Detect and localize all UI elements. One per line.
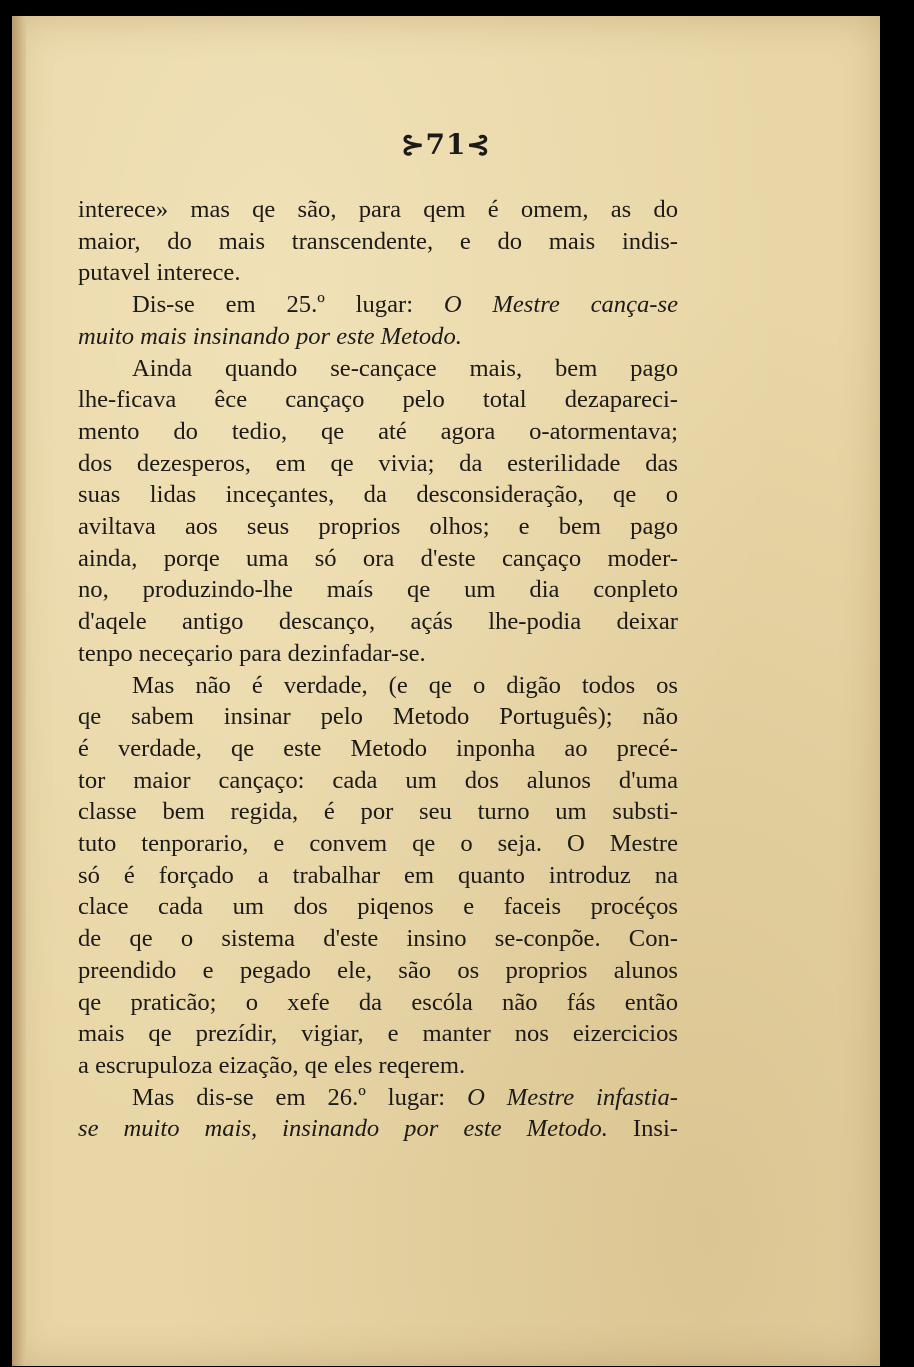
text-line: muito mais insinando por este Metodo. — [78, 322, 462, 350]
book-page — [12, 16, 880, 1366]
text-line: ainda, porqe uma só ora d'este cançaço moder- — [78, 544, 678, 572]
text-line: dos dezesperos, em qe vivia; da esterilidade das — [78, 449, 678, 477]
text-line: de qe o sistema d'este insino se-conpõe. Con- — [78, 925, 678, 953]
text-line: clace cada um dos piqenos e faceis procéços — [78, 893, 678, 921]
text-line — [78, 289, 678, 321]
text-line — [78, 1113, 678, 1145]
italic-quote: O Mestre cança-se — [443, 291, 678, 319]
text-line: Ainda quando se-cançace mais, bem pago — [132, 354, 678, 382]
text-line: suas lidas inceçantes, da desconsideração, qe o — [78, 481, 678, 509]
text-line: mais qe prezídir, vigiar, e manter nos eizercicios — [78, 1020, 678, 1048]
text-line: no, produzindo-lhe maís qe um dia conpleto — [78, 576, 678, 604]
text-run: Insi- — [632, 1115, 678, 1143]
text-line: é verdade, qe este Metodo inponha ao precé- — [78, 734, 678, 762]
text-run: Dis-se em 25.º lugar: — [132, 291, 414, 319]
text-line: qe praticão; o xefe da escóla não fás então — [78, 988, 678, 1016]
text-line: classe bem regida, é por seu turno um substi- — [78, 798, 678, 826]
text-line: mento do tedio, qe até agora o-atormentava; — [78, 417, 678, 445]
text-line: d'aqele antigo descanço, açás lhe-podia deixar — [78, 608, 678, 636]
italic-quote: O Mestre infastia- — [467, 1083, 679, 1111]
text-line: tenpo neceçario para dezinfadar-se. — [78, 639, 426, 667]
text-line: só é forçado a trabalhar em quanto introduz na — [78, 861, 678, 889]
italic-quote: se muito mais, insinando por este Metodo. — [78, 1115, 608, 1143]
text-line: tor maior cançaço: cada um dos alunos d'uma — [78, 766, 678, 794]
page-number-ornament-left: ⊱ — [401, 128, 426, 161]
text-line — [78, 1082, 678, 1114]
page-header — [12, 128, 880, 161]
text-line: tuto tenporario, e convem qe o seja. O Mestre — [78, 830, 678, 858]
text-line: maior, do mais transcendente, e do mais indis- — [78, 227, 678, 255]
page-gutter — [12, 16, 26, 1366]
body-text — [78, 194, 678, 1145]
text-line: Mas não é verdade, (e qe o digão todos os — [132, 671, 678, 699]
text-line: qe sabem insinar pelo Metodo Português); não — [78, 703, 678, 731]
text-line: aviltava aos seus proprios olhos; e bem pago — [78, 513, 678, 541]
page-number: 71 — [425, 128, 467, 161]
text-line: interece» mas qe são, para qem é omem, as do — [78, 196, 678, 223]
text-line: preendido e pegado ele, são os proprios alunos — [78, 956, 678, 984]
text-line: putavel interece. — [78, 259, 241, 287]
page-number-ornament-right: ⊰ — [466, 128, 491, 161]
text-line: lhe-ficava êce cançaço pelo total dezapareci- — [78, 386, 678, 414]
text-line: a escrupuloza eização, qe eles reqerem. — [78, 1051, 466, 1079]
text-run: Mas dis-se em 26.º lugar: — [132, 1083, 446, 1111]
